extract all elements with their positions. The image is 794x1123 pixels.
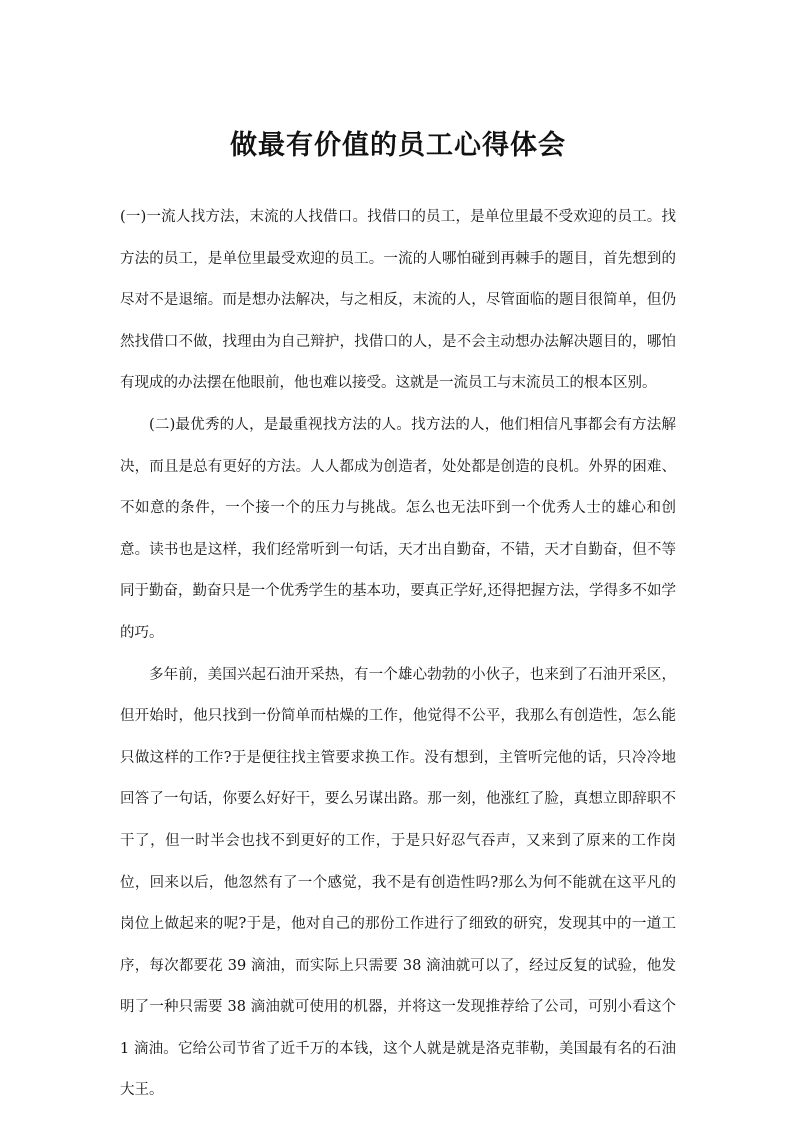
document-title: 做最有价值的员工心得体会 [230, 130, 566, 161]
document-page [120, 0, 676, 1123]
paragraph-1: (一)一流人找方法，末流的人找借口。找借口的员工，是单位里最不受欢迎的员工。找方法的员工，是单位里最受欢迎的员工。一流的人哪怕碰到再棘手的题目，首先想到的尽对不是退缩。而是想办法解决，与之相反，末流的人，尽管面临的题目很简单，但仍然找借口不做，找理由为自己辩护，找借口的人，是不会主动想办法解决题目的，哪怕有现成的办法摆在他眼前，他也难以接受。这就是一流员工与末流员工的根本区别。 [120, 209, 676, 392]
document-body [120, 197, 676, 1112]
paragraph-2: (二)最优秀的人，是最重视找方法的人。找方法的人，他们相信凡事都会有方法解决，而且是总有更好的方法。人人都成为创造者，处处都是创造的良机。外界的困难、不如意的条件，一个接一个的压力与挑战。怎么也无法吓到一个优秀人士的雄心和创意。读书也是这样，我们经常听到一句话，天才出自勤奋，不错，天才自勤奋，但不等同于勤奋，勤奋只是一个优秀学生的基本功，要真正学好,还得把握方法，学得多不如学的巧。 [120, 416, 676, 641]
paragraph-3: 多年前，美国兴起石油开采热，有一个雄心勃勃的小伙子，也来到了石油开采区，但开始时，他只找到一份简单而枯燥的工作，他觉得不公平，我那么有创造性，怎么能只做这样的工作?于是便往找主管要求换工作。没有想到，主管听完他的话，只冷冷地回答了一句话，你要么好好干，要么另谋出路。那一刻，他涨红了脸，真想立即辞职不干了，但一时半会也找不到更好的工作，于是只好忍气吞声，又来到了原来的工作岗位，回来以后，他忽然有了一个感觉，我不是有创造性吗?那么为何不能就在这平凡的岗位上做起来的呢?于是，他对自己的那份工作进行了细致的研究，发现其中的一道工序，每次都要花 39 滴油，而实际上只需要 38 滴油就可以了，经过反复的试验，他发明了一种只需要 38 滴油就可使用的机器，并将这一发现推荐给了公司，可别小看这个 1 滴油。它给公司节省了近千万的本钱，这个人就是就是洛克菲勒，美国最有名的石油大王。 [120, 666, 676, 1099]
